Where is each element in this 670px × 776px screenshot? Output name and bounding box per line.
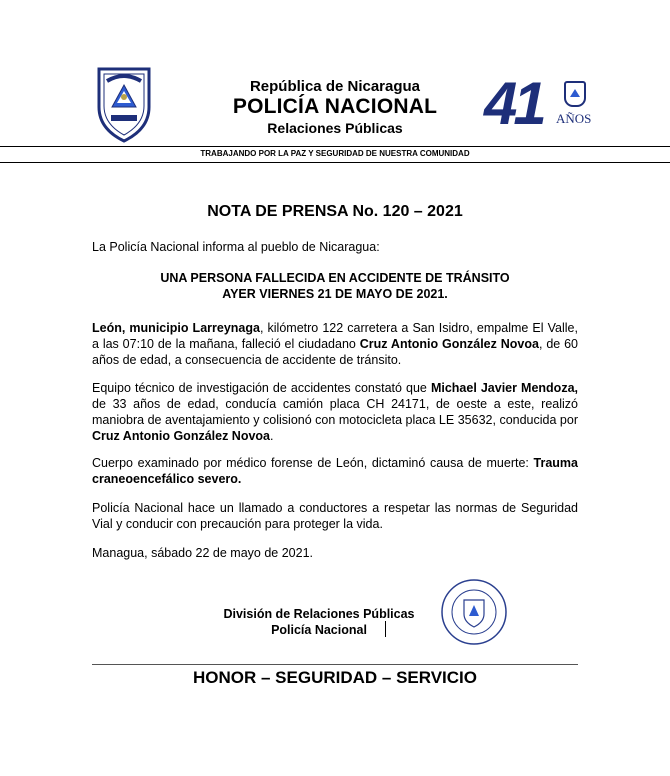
bold-text-run: León, municipio Larreynaga [92, 321, 260, 335]
footer-divider [92, 664, 578, 665]
paragraph-incident [92, 320, 578, 368]
press-release-title: NOTA DE PRENSA No. 120 – 2021 [207, 203, 463, 220]
header-tagline: TRABAJANDO POR LA PAZ Y SEGURIDAD DE NUESTRA COMUNIDAD [200, 149, 470, 158]
country-name: República de Nicaragua [249, 78, 421, 95]
intro-line: La Policía Nacional informa al pueblo de Nicaragua: [92, 240, 380, 254]
department-name: Relaciones Públicas [267, 120, 403, 136]
text-run: Policía Nacional hace un llamado a conductores a respetar las normas de Seguridad Vial y conducir con precaución para proteger la vida. [92, 501, 578, 531]
text-run: . [270, 429, 274, 443]
paragraph-forensic [92, 455, 578, 487]
text-run: de 33 años de edad, conducía camión placa CH 24171, de oeste a este, realizó maniobra de aventajamiento y colisionó con motocicleta placa LE 35632, conducida por [92, 397, 578, 427]
anniversary-number: 41 [484, 70, 543, 137]
bold-text-run: Cruz Antonio González Novoa [359, 337, 539, 351]
text-run: , kilómetro 122 carretera a San Isidro, empalme El Valle, a las 07:10 de la mañana, falleció el ciudadano [92, 321, 578, 351]
motto: HONOR – SEGURIDAD – SERVICIO [192, 668, 478, 687]
signature-block [200, 606, 438, 638]
anniversary-word: AÑOS [556, 111, 592, 126]
jefatura-seal [440, 578, 508, 646]
paragraph-appeal [92, 500, 578, 532]
text-cursor [385, 621, 386, 637]
bold-text-run: Trauma craneoencefálico severo. [92, 456, 578, 486]
headline-line-1: UNA PERSONA FALLECIDA EN ACCIDENTE DE TRÁNSITO [160, 271, 510, 285]
anniversary-41-anos-logo [484, 70, 594, 137]
dateline: Managua, sábado 22 de mayo de 2021. [92, 546, 314, 560]
mini-badge-icon [564, 81, 586, 107]
headline-line-2: AYER VIERNES 21 DE MAYO DE 2021. [222, 287, 448, 301]
text-run: Equipo técnico de investigación de accidentes constató que [92, 381, 431, 395]
bold-text-run: Cruz Antonio González Novoa [92, 429, 271, 443]
paragraph-investigation [92, 380, 578, 444]
news-headline [92, 270, 578, 302]
bold-text-run: Michael Javier Mendoza, [430, 381, 578, 395]
signature-line-1: División de Relaciones Públicas [223, 607, 415, 621]
text-run: Cuerpo examinado por médico forense de León, dictaminó causa de muerte: [92, 456, 534, 470]
text-run: , de 60 años de edad, a consecuencia de accidente de tránsito. [92, 337, 579, 367]
signature-line-2: Policía Nacional [271, 623, 367, 637]
institution-name: POLICÍA NACIONAL [232, 95, 438, 118]
